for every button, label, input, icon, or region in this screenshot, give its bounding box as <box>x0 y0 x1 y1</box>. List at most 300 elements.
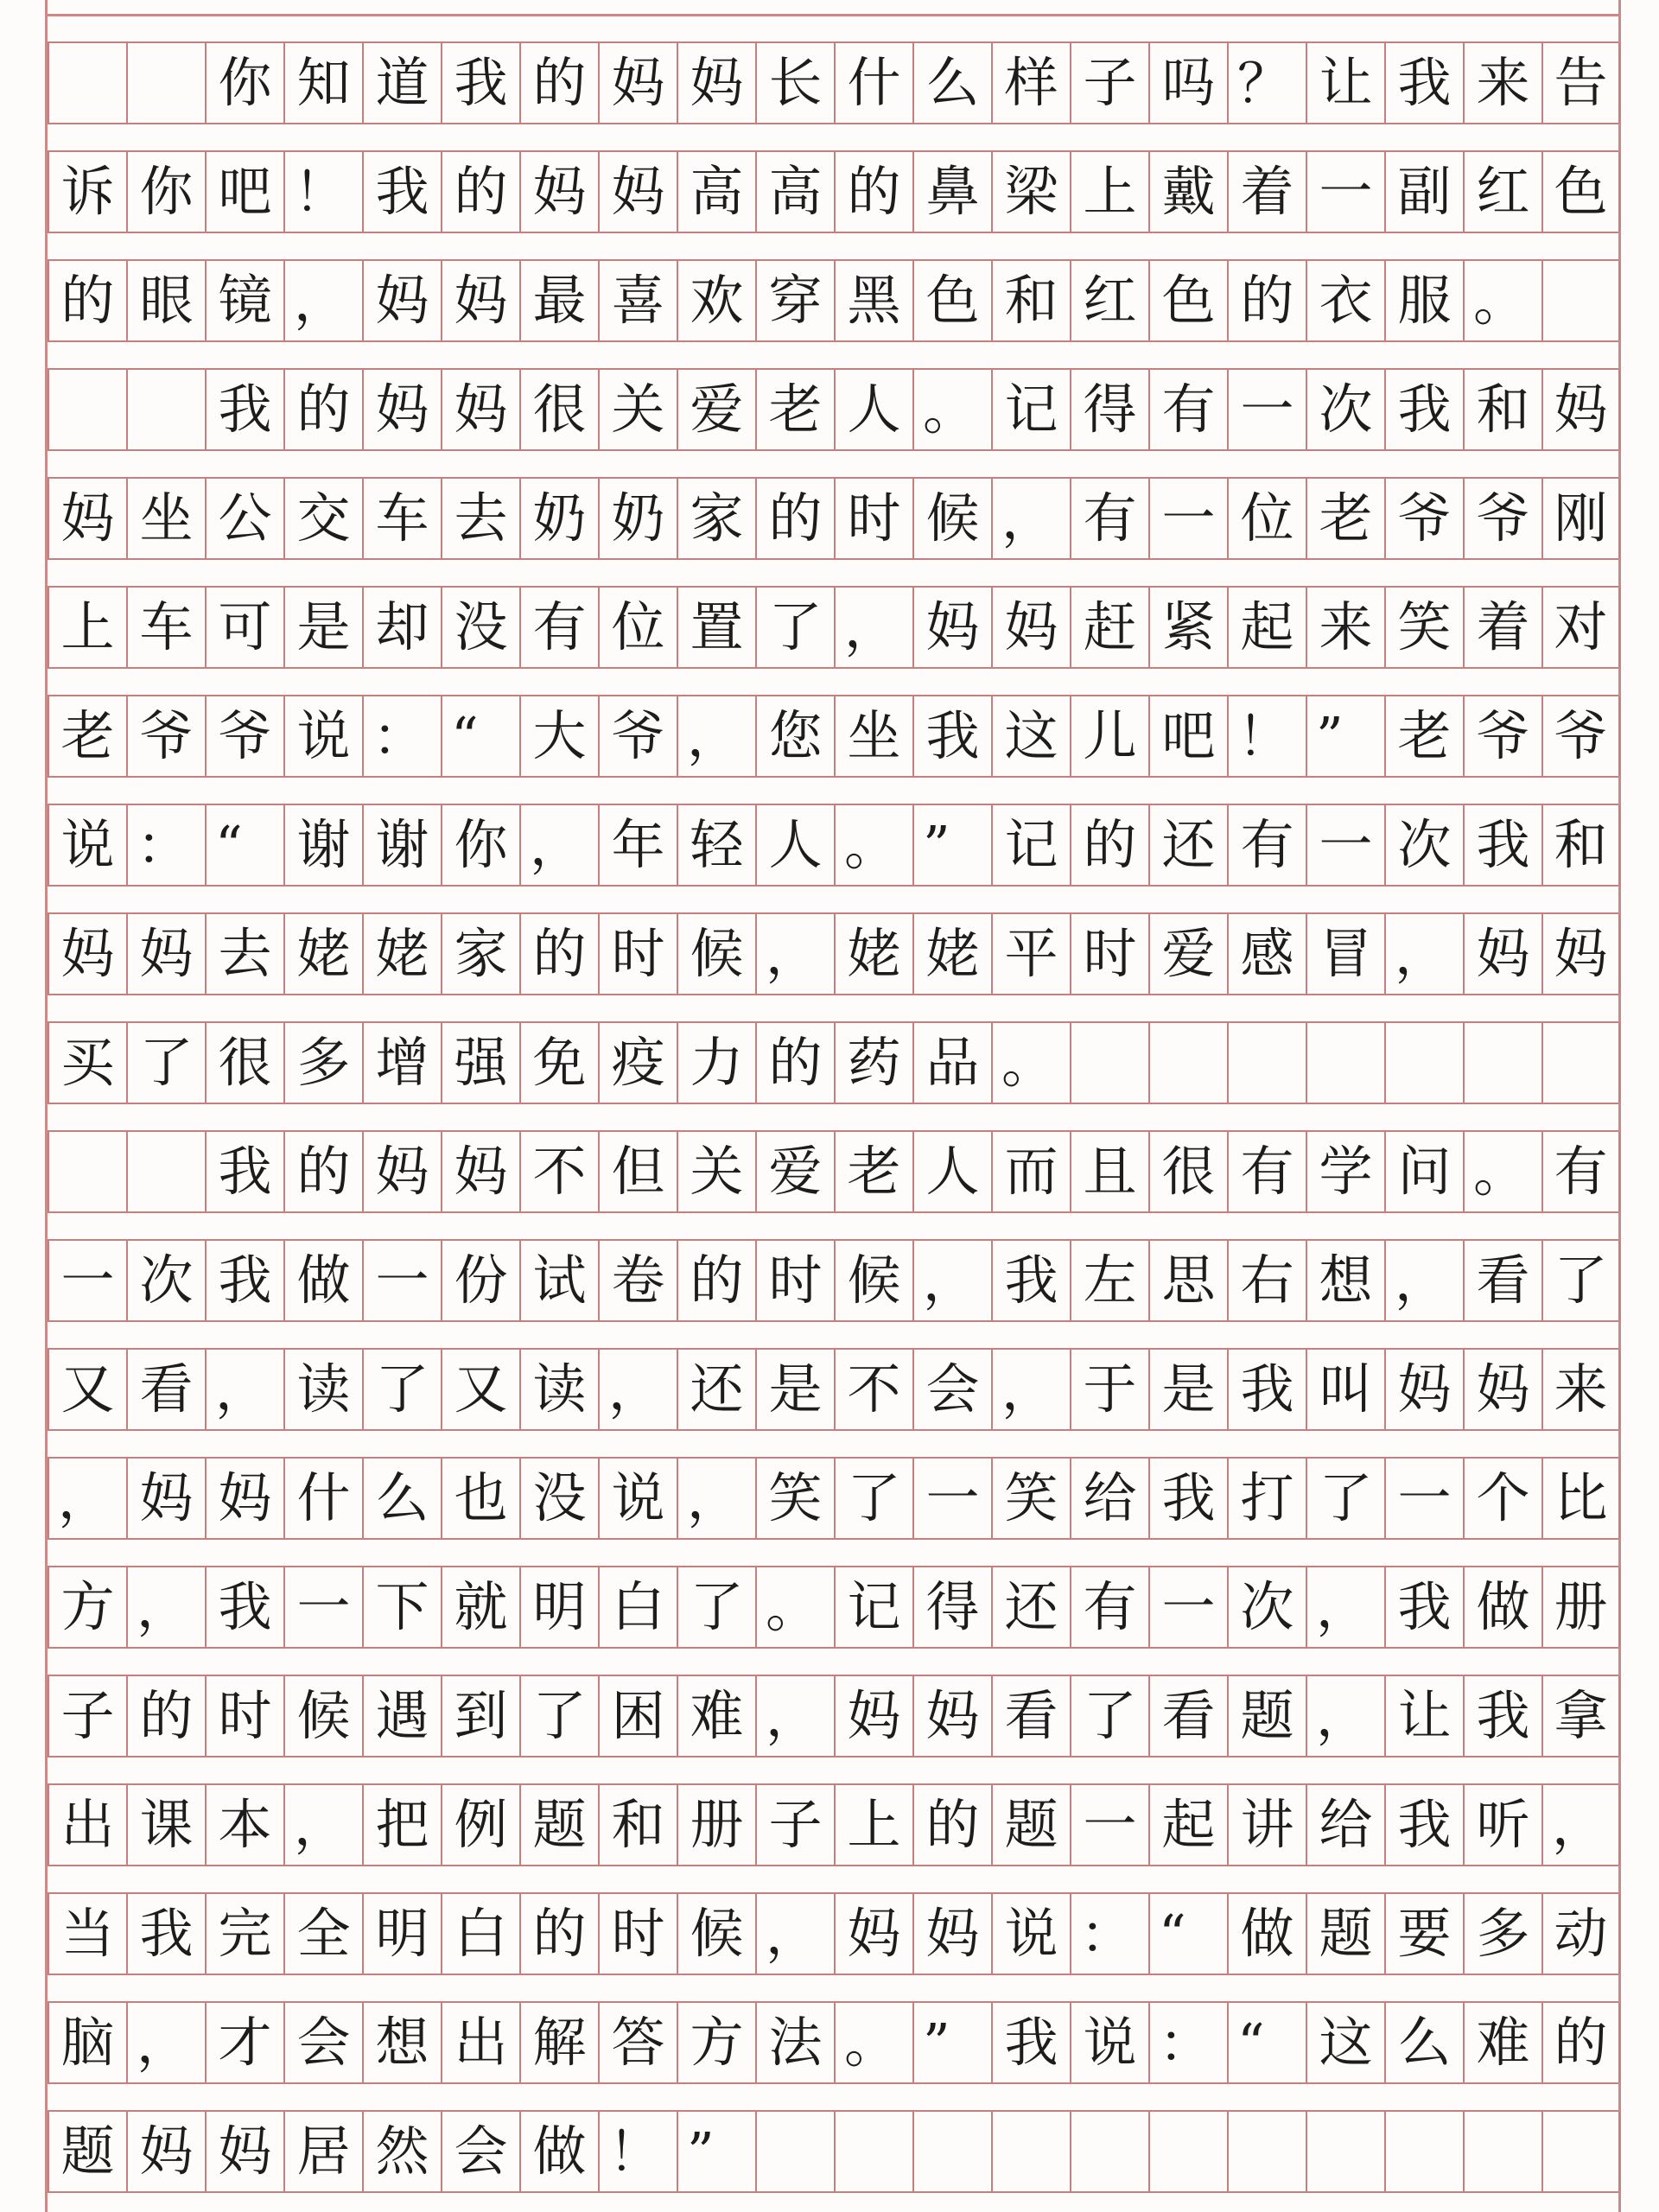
grid-cell: 答 <box>598 2003 677 2082</box>
grid-cell: 感 <box>1227 914 1306 994</box>
grid-cell <box>1463 2112 1541 2191</box>
grid-cell <box>1463 1023 1541 1103</box>
grid-cell: 的 <box>48 261 126 340</box>
grid-cell: 妈 <box>205 1459 283 1538</box>
grid-cell: 老 <box>834 1132 912 1211</box>
grid-cell: 爷 <box>1541 696 1620 776</box>
grid-cell: 的 <box>283 1132 362 1211</box>
grid-cell: 且 <box>1070 1132 1148 1211</box>
grid-cell: 妈 <box>912 1894 991 1974</box>
grid-cell: 家 <box>677 479 755 558</box>
grid-cell: 的 <box>441 152 519 232</box>
grid-cell: 候 <box>834 1241 912 1320</box>
grid-cell: 谢 <box>362 805 441 885</box>
grid-cell: 比 <box>1541 1459 1620 1538</box>
grid-cell: 姥 <box>912 914 991 994</box>
grid-cell: 有 <box>1070 479 1148 558</box>
grid-cell: 一 <box>912 1459 991 1538</box>
grid-cell: 妈 <box>1384 1350 1463 1429</box>
grid-cell: 这 <box>991 696 1070 776</box>
grid-row <box>48 586 1618 669</box>
grid-cell <box>1148 2112 1227 2191</box>
grid-row <box>48 1783 1618 1866</box>
grid-row <box>48 477 1618 560</box>
grid-cell <box>48 43 126 123</box>
grid-cell: 了 <box>126 1023 205 1103</box>
grid-cell: 了 <box>755 588 834 667</box>
grid-cell: 候 <box>677 914 755 994</box>
grid-cell: 平 <box>991 914 1070 994</box>
grid-cell: 去 <box>205 914 283 994</box>
grid-cell: 鼻 <box>912 152 991 232</box>
grid-cell: 我 <box>1463 1676 1541 1756</box>
grid-cell: 爷 <box>126 696 205 776</box>
grid-cell: 有 <box>1148 370 1227 449</box>
grid-cell: 起 <box>1227 588 1306 667</box>
grid-cell: 爱 <box>755 1132 834 1211</box>
grid-cell: 诉 <box>48 152 126 232</box>
grid-row <box>48 368 1618 451</box>
grid-cell: 的 <box>1541 2003 1620 2082</box>
grid-cell: ， <box>834 588 912 667</box>
grid-cell: 的 <box>519 1894 598 1974</box>
grid-cell: 这 <box>1306 2003 1384 2082</box>
grid-cell: 力 <box>677 1023 755 1103</box>
grid-cell: ！ <box>598 2112 677 2191</box>
grid-cell: 学 <box>1306 1132 1384 1211</box>
grid-cell: 一 <box>48 1241 126 1320</box>
grid-cell: 着 <box>1463 588 1541 667</box>
grid-cell: 右 <box>1227 1241 1306 1320</box>
grid-cell <box>1306 2112 1384 2191</box>
grid-cell: 会 <box>441 2112 519 2191</box>
grid-cell: 多 <box>283 1023 362 1103</box>
grid-cell: 左 <box>1070 1241 1148 1320</box>
grid-cell: 遇 <box>362 1676 441 1756</box>
grid-cell: 了 <box>1070 1676 1148 1756</box>
grid-row <box>48 150 1618 233</box>
grid-row <box>48 1021 1618 1104</box>
grid-cell: 是 <box>755 1350 834 1429</box>
grid-cell: ， <box>283 261 362 340</box>
grid-row <box>48 912 1618 995</box>
grid-cell: 有 <box>1227 805 1306 885</box>
grid-cell: 笑 <box>1384 588 1463 667</box>
grid-cell: 困 <box>598 1676 677 1756</box>
grid-cell: 把 <box>362 1785 441 1865</box>
grid-cell: 爷 <box>1384 479 1463 558</box>
grid-cell: 思 <box>1148 1241 1227 1320</box>
grid-cell: 很 <box>205 1023 283 1103</box>
grid-cell: 我 <box>441 43 519 123</box>
grid-cell: ， <box>1384 1241 1463 1320</box>
grid-cell: 车 <box>362 479 441 558</box>
grid-cell: 没 <box>441 588 519 667</box>
grid-cell: 想 <box>362 2003 441 2082</box>
grid-cell: 告 <box>1541 43 1620 123</box>
grid-cell: 的 <box>755 1023 834 1103</box>
grid-cell: 当 <box>48 1894 126 1974</box>
grid-cell: ， <box>991 1350 1070 1429</box>
grid-cell: 吧 <box>205 152 283 232</box>
grid-cell: 置 <box>677 588 755 667</box>
grid-cell: 很 <box>1148 1132 1227 1211</box>
grid-cell <box>1541 2112 1620 2191</box>
grid-cell: ， <box>1541 1785 1620 1865</box>
grid-cell: 的 <box>912 1785 991 1865</box>
grid-cell: 读 <box>519 1350 598 1429</box>
grid-cell: 位 <box>598 588 677 667</box>
grid-cell: 可 <box>205 588 283 667</box>
grid-cell: 冒 <box>1306 914 1384 994</box>
grid-cell: 得 <box>912 1567 991 1647</box>
grid-cell: 做 <box>1227 1894 1306 1974</box>
grid-cell: 关 <box>598 370 677 449</box>
grid-cell: 爱 <box>1148 914 1227 994</box>
grid-cell: 对 <box>1541 588 1620 667</box>
grid-cell: 妈 <box>205 2112 283 2191</box>
grid-row <box>48 1457 1618 1540</box>
grid-cell: 刚 <box>1541 479 1620 558</box>
grid-cell: 我 <box>205 1132 283 1211</box>
grid-cell: 人 <box>834 370 912 449</box>
grid-cell: 梁 <box>991 152 1070 232</box>
grid-cell: ， <box>912 1241 991 1320</box>
grid-cell: 的 <box>1227 261 1306 340</box>
grid-cell: 白 <box>598 1567 677 1647</box>
grid-cell: 起 <box>1148 1785 1227 1865</box>
grid-cell: ” <box>912 2003 991 2082</box>
grid-cell: 谢 <box>283 805 362 885</box>
grid-cell: 增 <box>362 1023 441 1103</box>
grid-cell: 全 <box>283 1894 362 1974</box>
grid-cell: 法 <box>755 2003 834 2082</box>
grid-cell: 妈 <box>48 479 126 558</box>
grid-cell: 白 <box>441 1894 519 1974</box>
grid-cell: 要 <box>1384 1894 1463 1974</box>
grid-cell: 您 <box>755 696 834 776</box>
grid-cell: 得 <box>1070 370 1148 449</box>
grid-cell: 么 <box>1384 2003 1463 2082</box>
grid-cell: ， <box>677 1459 755 1538</box>
grid-cell: 次 <box>1306 370 1384 449</box>
grid-cell: 又 <box>441 1350 519 1429</box>
grid-cell: 强 <box>441 1023 519 1103</box>
grid-cell: 了 <box>362 1350 441 1429</box>
grid-cell: 然 <box>362 2112 441 2191</box>
grid-cell: 你 <box>205 43 283 123</box>
grid-cell: 上 <box>1070 152 1148 232</box>
grid-cell: 一 <box>1070 1785 1148 1865</box>
grid-cell: 妈 <box>677 43 755 123</box>
grid-cell: 老 <box>1306 479 1384 558</box>
grid-cell: 说 <box>991 1894 1070 1974</box>
grid-cell: 妈 <box>1541 914 1620 994</box>
grid-cell: 你 <box>441 805 519 885</box>
grid-cell: 做 <box>283 1241 362 1320</box>
grid-cell: 题 <box>48 2112 126 2191</box>
grid-cell: 姥 <box>283 914 362 994</box>
grid-cell: 问 <box>1384 1132 1463 1211</box>
grid-cell: 给 <box>1306 1785 1384 1865</box>
grid-cell: 妈 <box>519 152 598 232</box>
grid-cell: 有 <box>1541 1132 1620 1211</box>
grid-cell: 难 <box>1463 2003 1541 2082</box>
grid-cell: 上 <box>48 588 126 667</box>
grid-cell: 色 <box>1541 152 1620 232</box>
grid-cell: 妈 <box>834 1676 912 1756</box>
grid-cell: 什 <box>834 43 912 123</box>
grid-cell: 方 <box>48 1567 126 1647</box>
grid-cell: ： <box>126 805 205 885</box>
grid-cell: 妈 <box>126 2112 205 2191</box>
grid-cell: 拿 <box>1541 1676 1620 1756</box>
grid-cell: 给 <box>1070 1459 1148 1538</box>
grid-cell: 的 <box>126 1676 205 1756</box>
grid-cell: 子 <box>1070 43 1148 123</box>
grid-cell: 人 <box>912 1132 991 1211</box>
grid-cell: ？ <box>1227 43 1306 123</box>
grid-cell: ， <box>1306 1567 1384 1647</box>
grid-cell: 动 <box>1541 1894 1620 1974</box>
grid-cell: 了 <box>1306 1459 1384 1538</box>
grid-cell: ， <box>519 805 598 885</box>
grid-cell: 妈 <box>912 588 991 667</box>
grid-cell: 打 <box>1227 1459 1306 1538</box>
grid-cell: 出 <box>441 2003 519 2082</box>
grid-cell: 妈 <box>441 1132 519 1211</box>
grid-cell: 的 <box>1070 805 1148 885</box>
grid-cell: 妈 <box>441 261 519 340</box>
grid-cell: 才 <box>205 2003 283 2082</box>
grid-cell: 的 <box>519 43 598 123</box>
grid-cell: 看 <box>1148 1676 1227 1756</box>
grid-cell: 一 <box>1306 805 1384 885</box>
grid-cell: 不 <box>519 1132 598 1211</box>
grid-cell: ： <box>362 696 441 776</box>
grid-cell: 记 <box>834 1567 912 1647</box>
grid-cell <box>1070 1023 1148 1103</box>
grid-cell: 次 <box>1227 1567 1306 1647</box>
grid-cell: 妈 <box>126 914 205 994</box>
grid-cell <box>1384 1023 1463 1103</box>
grid-cell: 爷 <box>1463 696 1541 776</box>
grid-cell: ， <box>283 1785 362 1865</box>
grid-cell: 大 <box>519 696 598 776</box>
grid-cell: 一 <box>1306 152 1384 232</box>
grid-cell: 来 <box>1306 588 1384 667</box>
grid-cell: 个 <box>1463 1459 1541 1538</box>
grid-row <box>48 695 1618 778</box>
grid-cell: “ <box>1148 1894 1227 1974</box>
grid-cell: 红 <box>1463 152 1541 232</box>
grid-cell: 我 <box>1384 1785 1463 1865</box>
grid-cell: 上 <box>834 1785 912 1865</box>
grid-cell: ， <box>755 1676 834 1756</box>
grid-cell: 眼 <box>126 261 205 340</box>
grid-cell <box>834 2112 912 2191</box>
grid-cell: 了 <box>677 1567 755 1647</box>
grid-cell: 什 <box>283 1459 362 1538</box>
grid-cell: 紧 <box>1148 588 1227 667</box>
grid-cell: 我 <box>205 370 283 449</box>
grid-cell: 的 <box>677 1241 755 1320</box>
grid-cell: 道 <box>362 43 441 123</box>
grid-cell: 让 <box>1306 43 1384 123</box>
grid-cell: 衣 <box>1306 261 1384 340</box>
grid-cell: 我 <box>1463 805 1541 885</box>
grid-cell: 例 <box>441 1785 519 1865</box>
grid-cell: 了 <box>519 1676 598 1756</box>
grid-cell: 奶 <box>598 479 677 558</box>
grid-cell: 高 <box>677 152 755 232</box>
grid-cell: 做 <box>519 2112 598 2191</box>
grid-cell: 最 <box>519 261 598 340</box>
grid-cell: 我 <box>1384 370 1463 449</box>
grid-cell: 位 <box>1227 479 1306 558</box>
grid-cell <box>1384 2112 1463 2191</box>
grid-cell: 听 <box>1463 1785 1541 1865</box>
grid-cell <box>1306 1023 1384 1103</box>
grid-cell: 我 <box>362 152 441 232</box>
grid-row <box>48 1348 1618 1431</box>
grid-cell: 我 <box>912 696 991 776</box>
grid-cell: 次 <box>126 1241 205 1320</box>
grid-cell: ， <box>598 1350 677 1429</box>
grid-cell: 。 <box>834 2003 912 2082</box>
grid-cell: 妈 <box>362 261 441 340</box>
grid-cell: 药 <box>834 1023 912 1103</box>
grid-cell: 看 <box>126 1350 205 1429</box>
grid-cell: 赶 <box>1070 588 1148 667</box>
grid-cell: 奶 <box>519 479 598 558</box>
grid-cell: 试 <box>519 1241 598 1320</box>
grid-cell: 看 <box>1463 1241 1541 1320</box>
grid-cell: 说 <box>598 1459 677 1538</box>
grid-row <box>48 1566 1618 1649</box>
grid-cell: 说 <box>283 696 362 776</box>
grid-cell: 老 <box>755 370 834 449</box>
grid-cell: 妈 <box>441 370 519 449</box>
grid-cell: 和 <box>991 261 1070 340</box>
grid-row <box>48 1675 1618 1758</box>
grid-cell: 子 <box>48 1676 126 1756</box>
grid-cell: 妈 <box>48 914 126 994</box>
grid-cell: 免 <box>519 1023 598 1103</box>
grid-cell: ！ <box>1227 696 1306 776</box>
grid-cell: 妈 <box>912 1676 991 1756</box>
grid-cell: 品 <box>912 1023 991 1103</box>
grid-cell: 我 <box>991 1241 1070 1320</box>
grid-cell: 么 <box>912 43 991 123</box>
grid-cell: ， <box>755 914 834 994</box>
grid-cell: 记 <box>991 805 1070 885</box>
grid-cell: 妈 <box>126 1459 205 1538</box>
grid-cell: 明 <box>519 1567 598 1647</box>
grid-cell: 做 <box>1463 1567 1541 1647</box>
grid-cell: 的 <box>834 152 912 232</box>
grid-row <box>48 1239 1618 1322</box>
grid-cell: 我 <box>1384 43 1463 123</box>
grid-cell: 于 <box>1070 1350 1148 1429</box>
grid-row <box>48 259 1618 342</box>
top-border-line <box>45 14 1621 16</box>
grid-cell: 次 <box>1384 805 1463 885</box>
grid-cell: 课 <box>126 1785 205 1865</box>
grid-cell: 还 <box>677 1350 755 1429</box>
grid-cell: 爷 <box>598 696 677 776</box>
grid-cell: 我 <box>1148 1459 1227 1538</box>
grid-cell: 。 <box>755 1567 834 1647</box>
grid-cell: 妈 <box>1541 370 1620 449</box>
grid-cell <box>1541 261 1620 340</box>
grid-cell: 我 <box>205 1567 283 1647</box>
grid-cell: 时 <box>755 1241 834 1320</box>
grid-cell: 的 <box>283 370 362 449</box>
grid-cell: 一 <box>1148 1567 1227 1647</box>
grid-cell: 知 <box>283 43 362 123</box>
grid-cell: 明 <box>362 1894 441 1974</box>
grid-cell: 爷 <box>205 696 283 776</box>
grid-cell: 轻 <box>677 805 755 885</box>
grid-cell: 我 <box>991 2003 1070 2082</box>
grid-cell: 妈 <box>1463 1350 1541 1429</box>
grid-cell: 题 <box>1306 1894 1384 1974</box>
grid-cell: ” <box>1306 696 1384 776</box>
grid-cell: 时 <box>598 1894 677 1974</box>
grid-cell: 色 <box>1148 261 1227 340</box>
grid-cell: 讲 <box>1227 1785 1306 1865</box>
grid-cell: 时 <box>598 914 677 994</box>
grid-cell: ， <box>755 1894 834 1974</box>
grid-cell: 说 <box>1070 2003 1148 2082</box>
grid-cell: 居 <box>283 2112 362 2191</box>
grid-cell: 题 <box>519 1785 598 1865</box>
grid-cell: 脑 <box>48 2003 126 2082</box>
grid-cell: 戴 <box>1148 152 1227 232</box>
grid-cell: 笑 <box>755 1459 834 1538</box>
grid-cell: 没 <box>519 1459 598 1538</box>
grid-cell: 还 <box>1148 805 1227 885</box>
grid-cell: 疫 <box>598 1023 677 1103</box>
grid-cell: ， <box>677 696 755 776</box>
grid-cell: 坐 <box>126 479 205 558</box>
grid-cell: 坐 <box>834 696 912 776</box>
grid-cell: 会 <box>912 1350 991 1429</box>
grid-cell <box>48 370 126 449</box>
grid-cell: 人 <box>755 805 834 885</box>
grid-cell: 着 <box>1227 152 1306 232</box>
grid-cell: 妈 <box>598 152 677 232</box>
grid-row <box>48 1892 1618 1975</box>
grid-cell: 记 <box>991 370 1070 449</box>
grid-cell: 穿 <box>755 261 834 340</box>
grid-cell: 想 <box>1306 1241 1384 1320</box>
grid-cell: 和 <box>598 1785 677 1865</box>
grid-cell: 而 <box>991 1132 1070 1211</box>
grid-cell: 叫 <box>1306 1350 1384 1429</box>
grid-cell: 。 <box>834 805 912 885</box>
grid-cell: 一 <box>1148 479 1227 558</box>
grid-cell: 卷 <box>598 1241 677 1320</box>
grid-cell: 你 <box>126 152 205 232</box>
grid-cell: 镜 <box>205 261 283 340</box>
grid-cell: 公 <box>205 479 283 558</box>
grid-cell: 多 <box>1463 1894 1541 1974</box>
grid-cell: 妈 <box>598 43 677 123</box>
grid-cell: 妈 <box>991 588 1070 667</box>
grid-cell: 一 <box>362 1241 441 1320</box>
